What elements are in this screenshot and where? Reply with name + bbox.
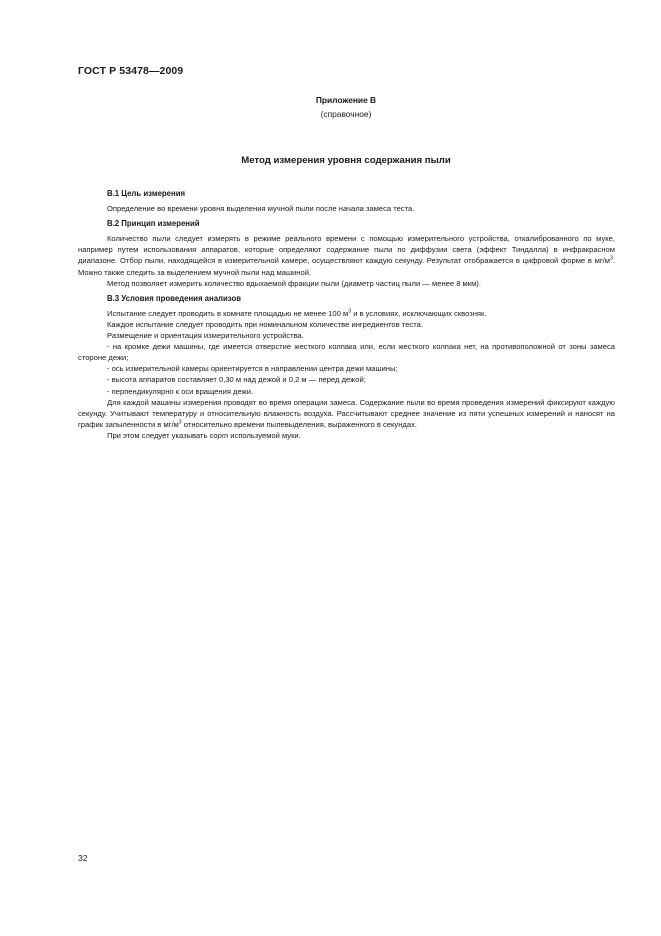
document-body <box>78 188 615 441</box>
paragraph: Количество пыли следует измерять в режиме реального времени с помощью измерительного устройства, откалиброванного по муке, например путем использования аппаратов, которые определяют содержание пыли по диффузии света (эффект Тиндалла) в инфракрасном диапазоне. Отбор пыли, находящейся в измерительной камере, осуществляют каждую секунду. Результат отображается в цифровой форме в $мг/м^3$. Можно также следить за выделением мучной пыли над машиной. <box>78 234 615 277</box>
page-number: 32 <box>78 853 88 863</box>
paragraph: При этом следует указывать сорт используемой муки. <box>107 430 301 440</box>
list-item: - высота аппаратов составляет 0,30 м над дежой и 0,2 м — перед дежой; <box>107 375 366 385</box>
list-item: - перпендикулярно к оси вращения дежи. <box>107 386 254 396</box>
paragraph: Для каждой машины измерения проводят во время операции замеса. Содержание пыли во время проведения измерений фиксируют каждую секунду. Учитывают температуру и относительную влажность воздуха. Рассчитывают среднее значение из пяти успешных измерений и наносят на график запыленности в $мг/м^3$ относительно времени пылевыделения, выраженного в секундах. <box>78 397 615 429</box>
paragraph: Размещение и ориентация измерительного устройства. <box>107 331 304 341</box>
annex-type: (справочное) <box>320 109 372 119</box>
annex-title: Приложение В <box>315 95 377 105</box>
list-item: - на кромке дежи машины, где имеется отверстие жесткого колпака или, если жесткого колпака нет, на противоположной от зоны замеса стороне дежи; <box>78 342 615 363</box>
section-heading-b2: В.2 Принцип измерений <box>107 219 200 229</box>
section-heading-b1: В.1 Цель измерения <box>107 189 186 198</box>
list-item: - ось измерительной камеры ориентируется в направлении центра дежи машины; <box>107 364 398 374</box>
paragraph: Испытание следует проводить в комнате площадью не менее 100 $м^3$ и в условиях, исключающих сквозняк. <box>107 308 487 318</box>
paragraph: Метод позволяет измерить количество вдыхаемой фракции пыли (диаметр частиц пыли — менее 8 мкм). <box>107 278 481 288</box>
paragraph: Определение во времени уровня выделения мучной пыли после начала замеса теста. <box>107 204 415 214</box>
paragraph: Каждое испытание следует проводить при номинальном количестве ингредиентов теста. <box>107 319 423 329</box>
standard-code: ГОСТ Р 53478—2009 <box>78 65 184 77</box>
document-title: Метод измерения уровня содержания пыли <box>241 155 451 166</box>
section-heading-b3: В.3 Условия проведения анализов <box>107 293 242 303</box>
